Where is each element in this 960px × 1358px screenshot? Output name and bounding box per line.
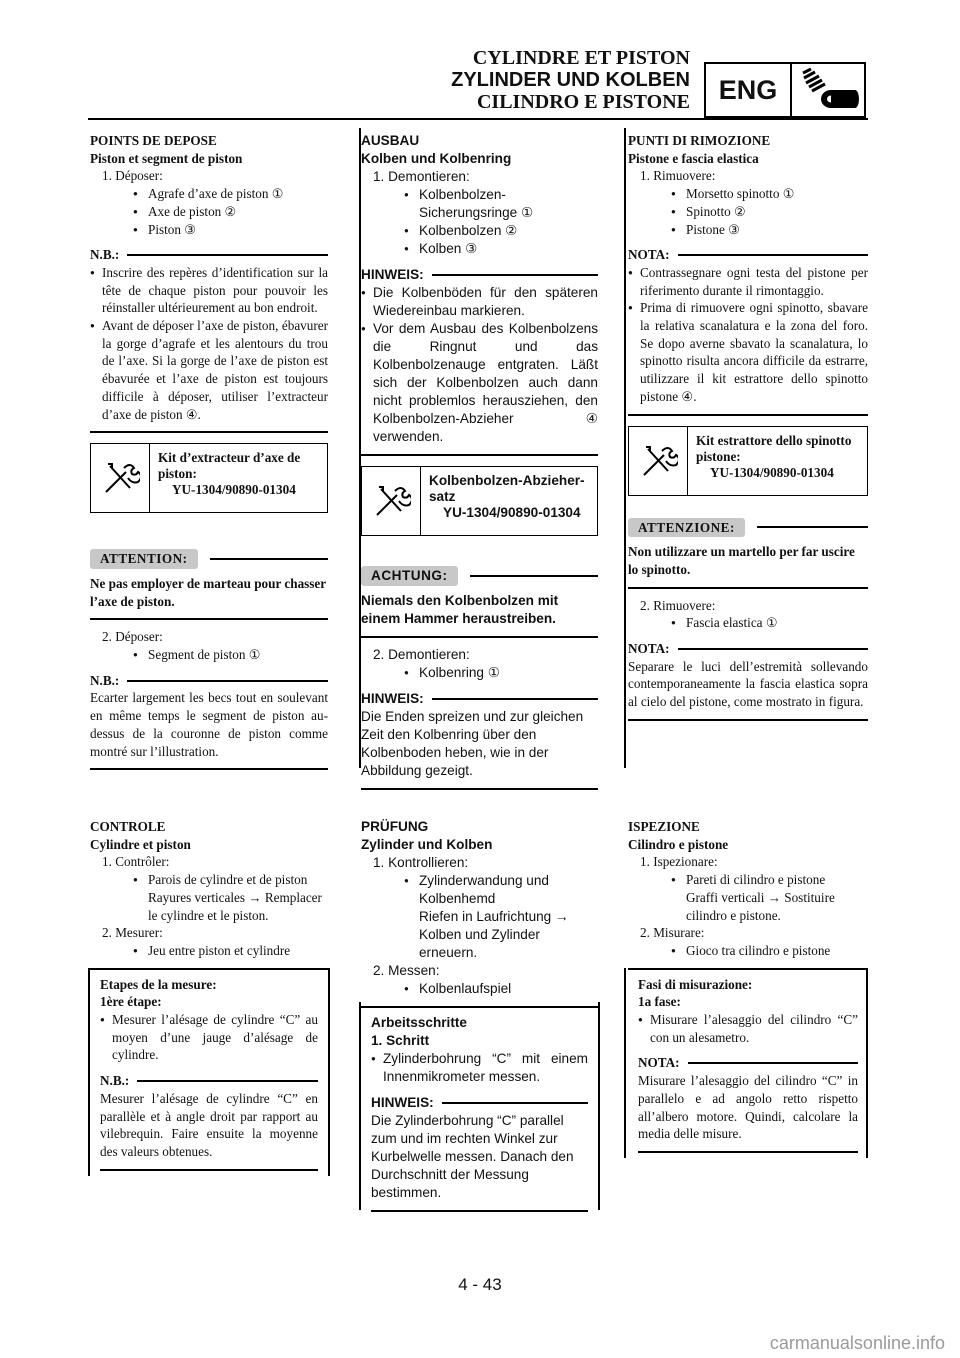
it-check-title: ISPEZIONE [628, 819, 700, 834]
section-tag-box [704, 62, 866, 118]
engine-piston-icon [792, 64, 864, 116]
fr-measure-box [90, 968, 328, 1171]
de-measure-title: Arbeitsschritte [371, 1015, 467, 1030]
column-divider [328, 968, 330, 1176]
it-removal-subtitle: Pistone e fascia elastica [628, 150, 759, 166]
fr-nb-label-2: N.B.: [90, 672, 120, 688]
de-item: ● Kolbenring ① [361, 664, 598, 682]
it-item: ● Spinotto ② [628, 203, 868, 221]
fr-item: ● Segment de piston ① [90, 646, 328, 664]
watermark: carmanualsonline.info [769, 1333, 945, 1353]
fr-step-2: 2. Déposer: [102, 629, 163, 645]
de-check-section [361, 818, 598, 1220]
fr-warning-label: ATTENTION: [90, 549, 198, 569]
fr-check-item-detail: Rayures verticales → Remplacer le cylindre et le piston. [148, 889, 322, 923]
it-check-subtitle: Cilindro e pistone [628, 836, 729, 852]
it-tool-code: YU-1304/90890-01304 [710, 464, 834, 480]
it-measure-nb-label: NOTA: [638, 1055, 680, 1071]
de-nb-label: HINWEIS: [361, 267, 424, 282]
header-title-de: ZYLINDER UND KOLBEN [451, 69, 690, 91]
fr-check-step-1: 1. Contrôler: [102, 854, 170, 870]
de-tool-code: YU-1304/90890-01304 [443, 505, 581, 520]
de-note: ● Die Kolbenböden für den späteren Wiedereinbau markieren. [361, 284, 598, 320]
fr-item: ● Agrafe d’axe de piston ① [90, 185, 328, 203]
it-check-section [628, 818, 868, 1161]
it-warning-label: ATTENZIONE: [628, 518, 745, 538]
fr-tool-box [90, 443, 328, 513]
fr-check-title: CONTROLE [90, 819, 166, 834]
fr-measure-step: 1ère étape: [100, 994, 162, 1010]
de-measure-box [361, 1006, 598, 1212]
column-divider [624, 968, 626, 1158]
it-check-item-detail: Graffi verticali → Sostituire cilindro e pistone. [686, 889, 835, 923]
wrench-screwdriver-icon [91, 444, 150, 512]
column-divider [598, 1002, 600, 1210]
page-number: 4 - 43 [458, 1275, 502, 1294]
de-check-item: ● Kolbenlaufspiel [361, 980, 598, 998]
fr-item: ● Piston ③ [90, 221, 328, 239]
fr-measure-nb-label: N.B.: [100, 1073, 130, 1089]
de-check-subtitle: Zylinder und Kolben [361, 837, 493, 852]
fr-removal-title: POINTS DE DEPOSE [90, 133, 217, 148]
de-measure-step: 1. Schritt [371, 1033, 430, 1048]
it-measure-item: ● Misurare l’alesaggio del cilindro “C” con un alesametro. [638, 1011, 858, 1046]
fr-warning-text: Ne pas employer de marteau pour chasser l’axe de piston. [90, 575, 326, 609]
header-title-fr: CYLINDRE ET PISTON [472, 47, 690, 69]
de-nb-label-2: HINWEIS: [361, 691, 424, 706]
fr-check-step-2: 2. Mesurer: [102, 925, 163, 941]
de-removal-section [361, 132, 598, 798]
it-nb-label-2: NOTA: [628, 641, 670, 657]
fr-note-2: Ecarter largement les becs tout en soulevant en même temps le segment de piston au-dessus de la couronne de piston comme montré sur l’illustration. [90, 690, 328, 759]
fr-removal-section [90, 132, 328, 778]
de-removal-subtitle: Kolben und Kolbenring [361, 151, 512, 166]
it-item: ● Pistone ③ [628, 221, 868, 239]
wrench-screwdriver-icon [362, 467, 421, 535]
it-item: ● Morsetto spinotto ① [628, 185, 868, 203]
de-check-title: PRÜFUNG [361, 819, 429, 834]
header-title-it: CILINDRO E PISTONE [476, 91, 690, 113]
fr-note: ● Avant de déposer l’axe de piston, ébavurer la gorge d’agrafe et les alentours du trou de l’axe. Si la gorge de l’axe de piston est ébavurée et l’axe de piston est toujours difficile à déposer, utiliser l’extracteur d’axe de piston ④. [90, 317, 328, 423]
fr-check-section [90, 818, 328, 1179]
header-rule [88, 118, 868, 120]
de-note: ● Vor dem Ausbau des Kolbenbolzens die Ringnut und das Kolbenbolzenauge entgraten. Läßt sich der Kolbenbolzen auch dann nicht problemlos herausziehen, den Kolbenbolzen-Abzieher ④ verwenden. [361, 320, 598, 446]
column-divider [624, 128, 626, 768]
section-tag: ENG [706, 64, 792, 116]
it-measure-title: Fasi di misurazione: [638, 976, 753, 992]
it-check-item: ● Gioco tra cilindro e pistone [628, 942, 868, 960]
de-measure-item: ● Zylinderbohrung “C” mit einem Innenmikrometer messen. [371, 1050, 588, 1086]
it-note: ● Contrassegnare ogni testa del pistone per riferimento durante il rimontaggio. [628, 264, 868, 299]
fr-step-1: 1. Déposer: [102, 168, 163, 184]
it-check-step-1: 1. Ispezionare: [640, 854, 718, 870]
fr-measure-note: Mesurer l’alésage de cylindre “C” en parallèle et à angle droit par rapport au vilebrequin. Faire ensuite la moyenne des valeurs obtenues. [100, 1090, 318, 1159]
it-warning-text: Non utilizzare un martello per far uscire lo spinotto. [628, 544, 855, 577]
wrench-screwdriver-icon [629, 427, 688, 495]
it-removal-title: PUNTI DI RIMOZIONE [628, 133, 771, 148]
it-item: ● Fascia elastica ① [628, 614, 868, 632]
fr-item: ● Axe de piston ② [90, 203, 328, 221]
fr-measure-title: Etapes de la mesure: [100, 976, 217, 992]
it-check-step-2: 2. Misurare: [640, 925, 705, 941]
de-tool-box [361, 466, 598, 536]
fr-tool-name: Kit d’extracteur d’axe de piston: [158, 450, 301, 482]
it-measure-box [628, 968, 868, 1153]
de-tool-name: Kolbenbolzen-Abzieher-satz [429, 473, 585, 504]
de-check-step-2: 2. Messen: [373, 963, 440, 978]
de-warning-text: Niemals den Kolbenbolzen mit einem Hammer heraustreiben. [361, 593, 559, 626]
de-measure-nb-label: HINWEIS: [371, 1095, 434, 1110]
de-item: ● Kolbenbolzen-Sicherungsringe ① [361, 186, 598, 222]
it-measure-note: Misurare l’alesaggio del cilindro “C” in parallelo e ad angolo retto rispetto all’albero motore. Quindi, calcolare la media delle misure. [638, 1073, 858, 1142]
fr-removal-subtitle: Piston et segment de piston [90, 150, 243, 166]
fr-check-subtitle: Cylindre et piston [90, 836, 191, 852]
de-check-item-detail: Riefen in Laufrichtung → Kolben und Zylinder erneuern. [419, 909, 569, 960]
de-item: ● Kolbenbolzen ② [361, 222, 598, 240]
de-note-2: Die Enden spreizen und zur gleichen Zeit den Kolbenring über den Kolbenboden heben, wie in der Abbildung gezeigt. [361, 709, 584, 778]
fr-tool-code: YU-1304/90890-01304 [172, 482, 296, 498]
de-warning-label: ACHTUNG: [361, 566, 458, 586]
it-removal-section [628, 132, 868, 729]
de-measure-note: Die Zylinderbohrung “C” parallel zum und im rechten Winkel zur Kurbelwelle messen. Danach den Durchschnitt der Messung bestimmen. [371, 1113, 574, 1200]
de-step-2: 2. Demontieren: [373, 647, 470, 662]
de-step-1: 1. Demontieren: [373, 169, 470, 184]
de-item: ● Kolben ③ [361, 240, 598, 258]
fr-nb-label: N.B.: [90, 247, 120, 263]
it-step-2: 2. Rimuovere: [640, 597, 716, 613]
it-measure-step: 1a fase: [638, 994, 681, 1010]
it-note-2: Separare le luci dell’estremità sollevando contemporaneamente la fascia elastica sopra al cielo del pistone, come mostrato in figura. [628, 658, 868, 710]
fr-measure-item: ● Mesurer l’alésage de cylindre “C” au moyen d’une jauge d’alésage de cylindre. [100, 1011, 318, 1064]
fr-check-item: ● Jeu entre piston et cylindre [90, 942, 328, 960]
it-check-item: ● Pareti di cilindro e pistone [628, 871, 868, 889]
de-check-step-1: 1. Kontrollieren: [373, 855, 469, 870]
it-note: ● Prima di rimuovere ogni spinotto, sbavare la relativa scanalatura e la zona del foro. Se dopo averne sbavato la scanalatura, lo spinotto risulta ancora difficile da estrarre, utilizzare il kit estrattore dello spinotto pistone ④. [628, 299, 868, 405]
fr-note: ● Inscrire des repères d’identification sur la tête de chaque piston pour pouvoir les réinstaller ultérieurement au bon endroit. [90, 264, 328, 317]
de-removal-title: AUSBAU [361, 133, 420, 148]
it-tool-box [628, 426, 868, 496]
it-step-1: 1. Rimuovere: [640, 168, 716, 184]
it-nb-label: NOTA: [628, 247, 670, 263]
fr-check-item: ● Parois de cylindre et de piston [90, 871, 328, 889]
it-tool-name: Kit estrattore dello spinotto pistone: [696, 432, 852, 464]
de-check-item: ● Zylinderwandung und Kolbenhemd [361, 872, 598, 908]
